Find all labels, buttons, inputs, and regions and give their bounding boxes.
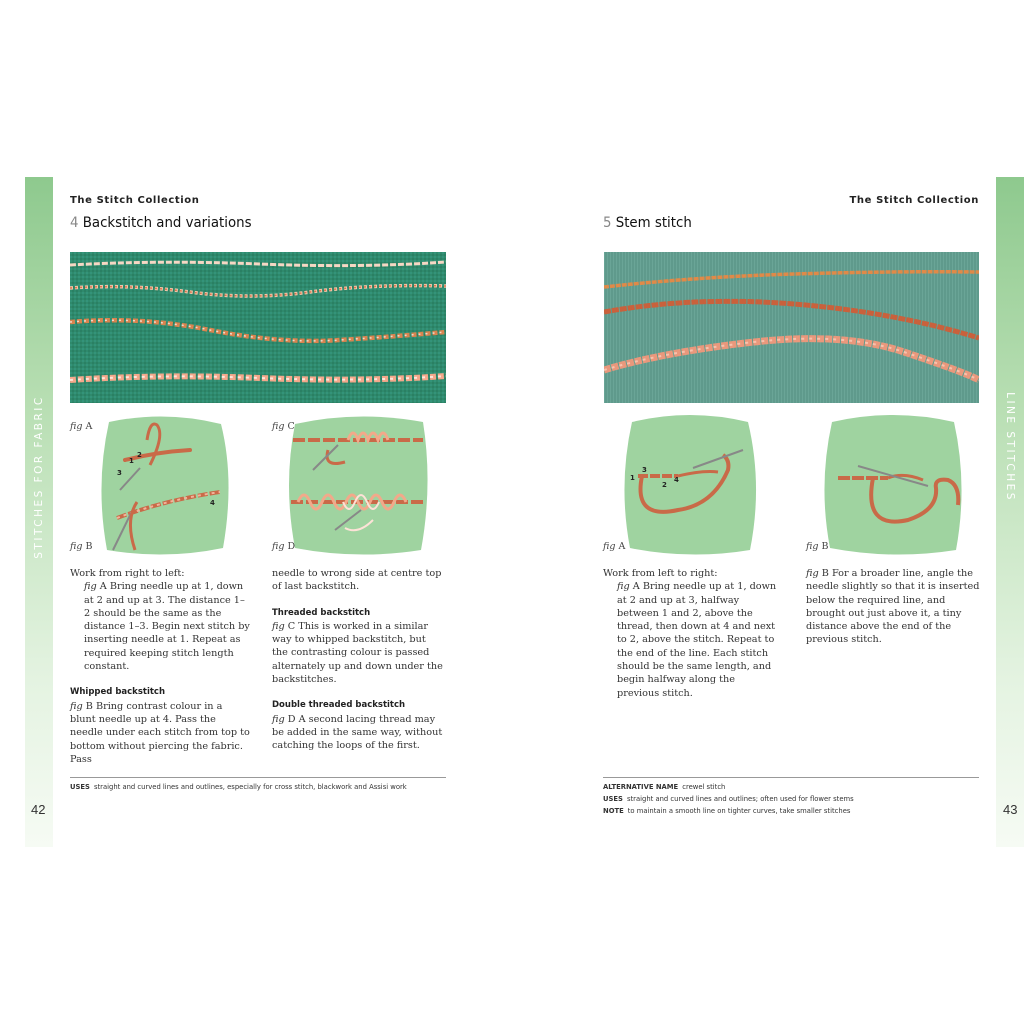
paragraph: fig A Bring needle up at 1, down at 2 and up at 3. The distance 1–2 should be the same as the distance 1–3. Begin next stitch by inserting needle at 1. Repeat as required keeping stitch length constant. bbox=[84, 581, 250, 673]
stem-stitch-diagram-a bbox=[618, 410, 763, 560]
svg-text:4: 4 bbox=[674, 476, 679, 484]
backstitch-photo bbox=[70, 252, 446, 403]
paragraph: needle to wrong side at centre top of last backstitch. bbox=[272, 568, 442, 593]
subheading: Threaded backstitch bbox=[272, 607, 371, 618]
svg-text:3: 3 bbox=[642, 466, 647, 474]
side-tab-right bbox=[996, 177, 1024, 847]
svg-text:3: 3 bbox=[117, 469, 122, 477]
side-tab-label: STITCHES FOR FABRIC bbox=[33, 395, 45, 559]
paragraph: Work from right to left: bbox=[70, 568, 185, 579]
backstitch-diagram-cd bbox=[283, 410, 433, 560]
running-head-right: The Stitch Collection bbox=[849, 195, 979, 206]
fig-a-label: fig A bbox=[603, 541, 626, 552]
section-heading-left bbox=[70, 215, 252, 231]
left-text-column-2 bbox=[272, 567, 444, 753]
svg-text:4: 4 bbox=[210, 499, 215, 507]
right-text-column-1 bbox=[603, 567, 778, 700]
svg-text:2: 2 bbox=[137, 451, 142, 459]
svg-text:2: 2 bbox=[662, 481, 667, 489]
running-head-left: The Stitch Collection bbox=[70, 195, 200, 206]
right-text-column-2 bbox=[806, 567, 981, 647]
left-text-column-1 bbox=[70, 567, 250, 766]
paragraph: fig A Bring needle up at 1, down at 2 and up at 3, halfway between 1 and 2, above the thread, then down at 4 and next to 2, above the stitch. Repeat to the end of the line. Each stitch should be the same length, and begin halfway along the previous stitch. bbox=[617, 581, 777, 699]
stem-stitch-diagram-b bbox=[818, 410, 968, 560]
paragraph: fig C This is worked in a similar way to whipped backstitch, but the contrasting colour is passed alternately up and down under the backstitches. bbox=[272, 620, 443, 686]
footer-rule-left bbox=[70, 777, 446, 778]
footer-rule-right bbox=[603, 777, 979, 778]
fig-b-label: fig B bbox=[70, 541, 93, 552]
section-title: Stem stitch bbox=[615, 215, 692, 231]
footer-right bbox=[603, 781, 854, 817]
svg-text:1: 1 bbox=[630, 474, 635, 482]
svg-text:1: 1 bbox=[129, 457, 134, 465]
footer-alternative-name: ALTERNATIVE NAME crewel stitch bbox=[603, 783, 726, 791]
section-title: Backstitch and variations bbox=[82, 215, 252, 231]
paragraph: fig D A second lacing thread may be added in the same way, without catching the loops of the first. bbox=[272, 713, 443, 752]
footer-left bbox=[70, 781, 407, 793]
page-number-left: 42 bbox=[31, 802, 46, 817]
subheading: Whipped backstitch bbox=[70, 687, 166, 698]
fig-c-label: fig C bbox=[272, 421, 295, 432]
subheading: Double threaded backstitch bbox=[272, 700, 406, 711]
footer-note: NOTE to maintain a smooth line on tighter curves, take smaller stitches bbox=[603, 807, 851, 815]
footer-uses: USES straight and curved lines and outlines, especially for cross stitch, blackwork and Assisi work bbox=[70, 783, 407, 791]
paragraph: Work from left to right: bbox=[603, 568, 718, 579]
section-heading-right bbox=[603, 215, 692, 231]
footer-uses: USES straight and curved lines and outlines; often used for flower stems bbox=[603, 795, 854, 803]
fig-a-label: fig A bbox=[70, 421, 93, 432]
paragraph: fig B For a broader line, angle the needle slightly so that it is inserted below the required line, and brought out just above it, a tiny distance above the end of the previous stitch. bbox=[806, 568, 980, 646]
section-number: 5 bbox=[603, 215, 612, 231]
paragraph: fig B Bring contrast colour in a blunt needle up at 4. Pass the needle under each stitch from top to bottom without piercing the fabric. Pass bbox=[70, 700, 250, 765]
fig-d-label: fig D bbox=[272, 541, 296, 552]
side-tab-label: LINE STITCHES bbox=[1004, 392, 1016, 502]
backstitch-diagram-ab bbox=[95, 410, 235, 560]
side-tab-left bbox=[25, 177, 53, 847]
fig-b-label: fig B bbox=[806, 541, 829, 552]
stem-stitch-photo bbox=[604, 252, 979, 403]
section-number: 4 bbox=[70, 215, 79, 231]
page-number-right: 43 bbox=[1003, 802, 1018, 817]
